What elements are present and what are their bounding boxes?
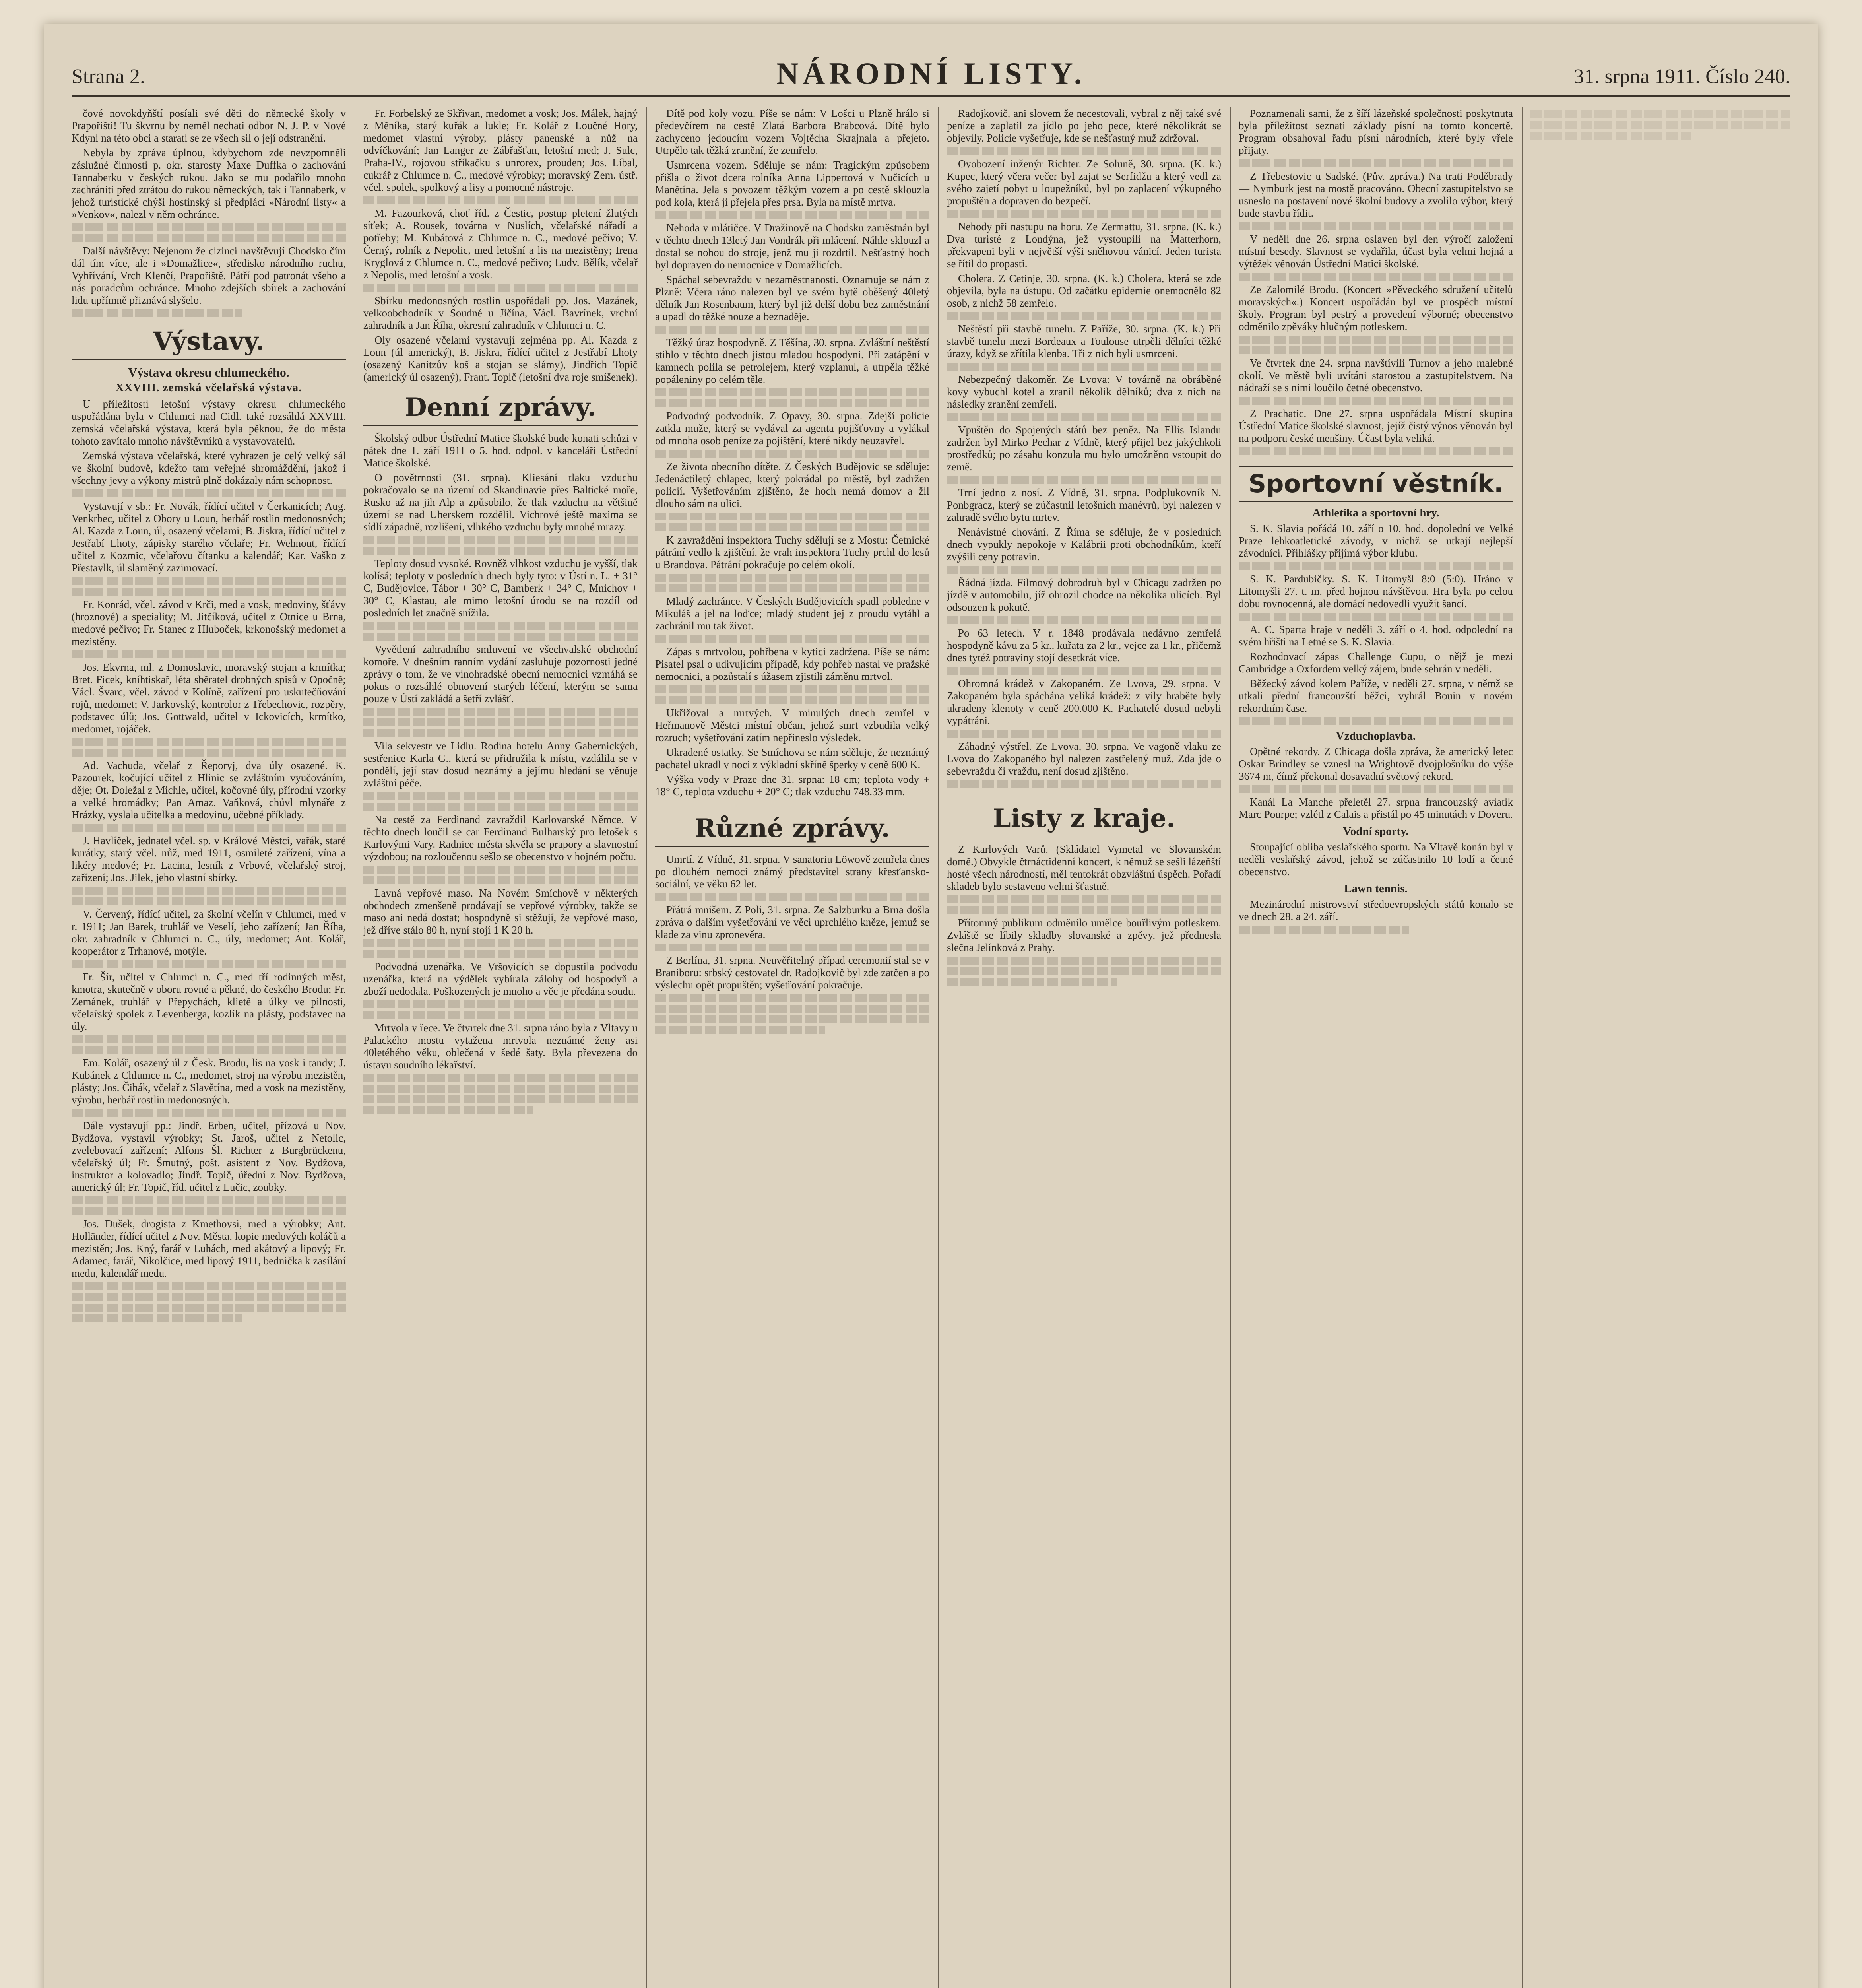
illegible-text [363,729,638,737]
illegible-text [655,635,929,643]
article-paragraph: Neštěstí při stavbě tunelu. Z Paříže, 30. srpna. (K. k.) Při stavbě tunelu mezi Bordeaux a Toulouse utrpěli dělníci těžké úrazy, když se zřítila klenba. Tři z nich byli usmrceni. [947,323,1221,359]
illegible-text [655,399,929,407]
article-paragraph: Ovobození inženýr Richter. Ze Soluně, 30. srpna. (K. k.) Kupec, který včera večer byl zajat se Serfidžu a který vedl za svého zajetí pobyt u loupežníků, byl po zaplacení výkupného propuštěn a dopraven do bezpečí. [947,158,1221,207]
column-2 [363,107,638,1988]
article-paragraph: Rozhodovací zápas Challenge Cupu, o nějž je mezi Cambridge a Oxfordem velký zájem, bude sehrán v neděli. [1239,650,1513,675]
illegible-text [1239,222,1513,230]
illegible-text [1239,273,1513,281]
article-paragraph: V neděli dne 26. srpna oslaven byl den výročí založení místní besedy. Slavnost se vydařila, účast byla velmi hojná a výtěžek věnován Ústřední Matici školské. [1239,233,1513,270]
illegible-text [363,803,638,811]
article-paragraph: Radojkovič, ani slovem že necestovali, vybral z něj také své peníze a zaplatil za jídlo po jeho pece, které několikrát se objevily. Policie vyšetřuje, kde se nešťastný muž zdržoval. [947,107,1221,144]
illegible-text [1239,717,1513,725]
illegible-text [363,633,638,641]
article-paragraph: Mladý zachránce. V Českých Budějovicích spadl pobledne v Mikuláš a jel na loďce; mladý student jej z proudu vytáhl a zachránil mu tak život. [655,595,929,632]
article-paragraph: S. K. Pardubičky. S. K. Litomyšl 8:0 (5:0). Hráno v Litomyšli 27. t. m. před hojnou návštěvou. Hra byla po celou dobu rovnocenná, ale domácí nedovedli využít šancí. [1239,573,1513,610]
article-paragraph: Ukradené ostatky. Se Smíchova se nám sděluje, že neznámý pachatel ukradl v noci z výkladní skříně šperky v ceně 600 K. [655,746,929,771]
section-title-listy-z-kraje: Listy z kraje. [947,805,1221,837]
illegible-text [655,450,929,458]
illegible-text [72,223,346,231]
illegible-text [655,574,929,582]
article-paragraph: Přátrá mnišem. Z Poli, 31. srpna. Ze Salzburku a Brna došla zpráva o dalším vyšetřování ve věci uprchlého kněze, jemuž se klade za vinu zpronevěra. [655,904,929,940]
illegible-text [947,616,1221,624]
article-paragraph: V. Červený, řídící učitel, za školní včelín v Chlumci, med v r. 1911; Jan Barek, truhlář ve Veselí, jeho zařízení; Jan Říha, okr. zahradník v Chlumci n. C., úly, medomet; Ant. Kolář, kooperátor z Trhanové, motýle. [72,908,346,957]
illegible-text [947,967,1221,975]
column-rule [1522,107,1523,1988]
illegible-text [363,792,638,800]
illegible-text [72,489,346,497]
illegible-text [363,547,638,555]
article-paragraph: Nenávistné chování. Z Říma se sděluje, že v posledních dnech vypukly nepokoje v Kalábrii proti obchodníkům, kteří zvýšili ceny potravin. [947,526,1221,563]
illegible-text [363,1106,533,1114]
issue-date: 31. srpna 1911. Číslo 240. [1573,65,1790,88]
section-title-vystavy: Výstavy. [72,328,346,360]
column-rule [938,107,939,1988]
illegible-text [363,284,638,292]
illegible-text [363,1000,638,1008]
illegible-text [72,960,346,968]
subsection-title: Vodní sporty. [1343,825,1409,838]
illegible-text [947,978,1117,986]
illegible-text [947,895,1221,903]
subsection-title: Athletika a sportovní hry. [1312,507,1439,519]
illegible-text [363,939,638,947]
illegible-text [655,584,929,592]
article-paragraph: A. C. Sparta hraje v neděli 3. září o 4. hod. odpolední na svém hřišti na Letné se S. K. Slavia. [1239,623,1513,648]
article-paragraph: Jos. Ekvrna, ml. z Domoslavic, moravský stojan a krmítka; Bret. Ficek, kníhtiskař, léta sběratel drobných spisů v Opočně; Václ. Švarc, včel. závod v Kolíně, zařízení pro uskutečňování rojů, medomet; V. Jarkovský, kontrolor z Třebechovic, rozpěry, podstavec úlů; Jos. Gottwald, učitel v Ickovicích, krmítko, medomet, rojáček. [72,661,346,735]
illegible-text [947,476,1221,484]
illegible-text [655,388,929,396]
article-title: Výstava okresu chlumeckého. [128,365,289,379]
article-paragraph: Em. Kolář, osazený úl z Česk. Brodu, lis na vosk i tandy; J. Kubánek z Chlumce n. C., medomet, stroj na výrobu mezistěn, plásty; Jos. Čihák, včelař z Slavětína, med a vosk na mezistěny, výrobu, herbář rostlin medonosných. [72,1057,346,1106]
illegible-text [655,1005,929,1013]
article-paragraph: Zápas s mrtvolou, pohřbena v kytici zadržena. Píše se nám: Pisatel psal o udivujícím případě, kdy pohřeb nastal ve pražské nemocnici, a pozůstalí s úžasem zjistili záměnu mrtvol. [655,646,929,682]
illegible-text [72,588,346,596]
illegible-text [947,413,1221,421]
illegible-text [1530,132,1691,140]
illegible-text [363,708,638,716]
column-rule [1230,107,1231,1988]
illegible-text [72,309,242,317]
article-paragraph: čové novokdyňští posíali své děti do německé školy v Prapořišti! Tu škvrnu by neměl nechati odbor N. J. P. v Nové Kdyni na této obci a starati se ze všech sil o její odstranění. [72,107,346,144]
illegible-text [363,950,638,958]
illegible-text [947,566,1221,574]
illegible-text [72,887,346,895]
article-paragraph: Teploty dosud vysoké. Rovněž vlhkost vzduchu je vyšší, tlak kolísá; teploty v posledních dnech byly tyto: v Ústí n. L. + 31° C, Budějovice, Tábor + 30° C, Bamberk + 34° C, Mnichov + 30° C, Klastau, ale mimo letošní úrodu se na rozdíl od posledních let značně snížila. [363,557,638,619]
article-paragraph: Z Prachatic. Dne 27. srpna uspořádala Místní skupina Ústřední Matice školské slavnost, jejíž čistý výnos věnován byl na podporu české menšiny. Účast byla veliká. [1239,408,1513,444]
illegible-text [1239,346,1513,354]
article-paragraph: Sbírku medonosných rostlin uspořádali pp. Jos. Mazánek, velkoobchodník v Soudné u Jičína, Václ. Bavrínek, vrchní zahradník a Jan Říha, okresní zahradník v Chlumci n. C. [363,295,638,331]
illegible-text [363,536,638,544]
article-paragraph: Dítě pod koly vozu. Píše se nám: V Lošci u Plzně hrálo si předevčírem na cestě Zlatá Barbora Brabcová. Dítě bylo zachyceno jedoucím vozem Vojtěcha Skrajnala a přejeto. Utrpělo tak těžká zranění, že zemřelo. [655,107,929,156]
illegible-text [947,363,1221,371]
illegible-text [655,994,929,1002]
column-rule [646,107,647,1988]
illegible-text [655,696,929,704]
illegible-text [1239,613,1513,621]
article-paragraph: Vyvětlení zahradního smluvení ve všechvalské obchodní komoře. V dnešním ranním vydání zasluhuje pozornosti jedné zprávy o tom, že ve vinohradské obecní nemocnici vzmáhá se pokus o rozsáhlé obnovení starých léčení, kterým se sama pouze v Ústí zakládá a šetří zvlášť. [363,643,638,705]
article-paragraph: J. Havlíček, jednatel včel. sp. v Králové Městci, vařák, staré kurátky, starý včel. nůž, med 1911, osmileté zařízení, vína a likéry medové; Fr. Lacina, lesník z Vrbové, včelařský stroj, zařízení; Jos. Jilek, jeho vlastní sbírky. [72,835,346,883]
illegible-text [72,1314,242,1322]
illegible-text [72,1046,346,1054]
article-paragraph: Podvodný podvodník. Z Opavy, 30. srpna. Zdejší policie zatkla muže, který se vydával za agenta pojišťovny a vylákal od mnoha osob peníze za pojištění, které nikdy neuzavřel. [655,410,929,447]
article-paragraph: Z Berlína, 31. srpna. Neuvěřitelný případ ceremonií stal se v Braniboru: srbský cestovatel dr. Radojkovič byl zde zatčen a po výslechu opět propuštěn; vyšetřování pokračuje. [655,954,929,991]
article-paragraph: Fr. Šír, učitel v Chlumci n. C., med tří rodinných měst, kmotra, skutečně v oboru rovné a pěkné, do českého Brodu; Fr. Zemánek, truhlář v Přepychách, klietě a úlky ve pilnosti, včelařský spolek z Levenberga, kozlík na plásty, podstavec na úly. [72,971,346,1032]
article-paragraph: Vpuštěn do Spojených států bez peněz. Na Ellis Islandu zadržen byl Mirko Pechar z Vídně, který přijel bez jakýchkoli prostředků; po zásahu konzula mu bylo umožněno vstoupit do země. [947,424,1221,473]
newspaper-title: NÁRODNÍ LISTY. [776,56,1086,91]
illegible-text [363,622,638,630]
illegible-text [363,876,638,884]
illegible-text [947,906,1221,914]
article-paragraph: Lavná vepřové maso. Na Novém Smíchově v některých obchodech zmenšeně prodávají se vepřové výrobky, takže se maso ani nedá dostat; hospodyně si stěžují, že vepřové maso, jež dříve stálo 80 h, nyní stojí 1 K 20 h. [363,887,638,936]
illegible-text [655,893,929,901]
subsection-title: Lawn tennis. [1344,882,1408,895]
illegible-text [655,211,929,219]
illegible-text [655,523,929,531]
illegible-text [363,1074,638,1082]
illegible-text [655,326,929,334]
illegible-text [72,1196,346,1204]
article-paragraph: Záhadný výstřel. Ze Lvova, 30. srpna. Ve vagoně vlaku ze Lvova do Zakopaného byl nalezen zastřelený muž. Zda jde o sebevraždu či vraždu, není dosud zjištěno. [947,740,1221,777]
article-paragraph: Ad. Vachuda, včelař z Řeporyj, dva úly osazené. K. Pazourek, kočující učitel z Hlinic se zvláštním vyučováním, děje; Ot. Doležal z Michle, učitel, kočovné úly, přírodní vzorky a velké hromádky; Pan Amaz. Vaňková, chůvl mlynáře z Hrázky, vyslala učitelka a medovinu, učebné příklady. [72,759,346,821]
article-paragraph: Na cestě za Ferdinand zavraždil Karlovarské Němce. V těchto dnech loučil se car Ferdinand Bulharský pro letošek s Karlovými Vary. Radnice města skvěla se prapory a slavnostní výzdobou; na rozloučenou sešlo se obecenstvo v hojném počtu. [363,813,638,862]
article-paragraph: Nebyla by zpráva úplnou, kdybychom zde nevzpomněli záslužné činnosti p. okr. starosty Maxe Duffka o zachování Tannaberku v českých rukou. Jako se mu podařilo mnoho zachrániti před ztrátou do rukou německých, tak i Tannaberk, v jehož turistické chýši hostinský si předplácí »Národní listy« a »Venkov«, nalezl v něm ochránce. [72,147,346,220]
illegible-text [1239,159,1513,167]
illegible-text [72,738,346,746]
illegible-text [655,1026,825,1034]
article-paragraph: Podvodná uzenářka. Ve Vršovicích se dopustila podvodu uzenářka, která na výdělek vybírala zálohy od hospodyň a zboží nedodala. Poškozených je mnoho a věc je předána soudu. [363,961,638,997]
article-paragraph: Stoupající obliba veslařského sportu. Na Vltavě konán byl v neděli veslařský závod, jehož se zúčastnilo 10 lodí a četné obecenstvo. [1239,841,1513,878]
article-paragraph: Školský odbor Ústřední Matice školské bude konati schůzi v pátek dne 1. září 1911 o 5. hod. odpol. v kanceláři Ústřední Matice školské. [363,432,638,469]
illegible-text [947,730,1221,738]
illegible-text [947,957,1221,965]
illegible-text [72,650,346,658]
article-paragraph: Vystavují v sb.: Fr. Novák, řídící učitel v Čerkanicích; Aug. Venkrbec, učitel z Obory u Loun, herbář rostlin medonosných; Al. Kazda z Loun, úl, osazený včelami; B. Jiskra, řídící učitel z Jestřabí Lhoty, zápisky starého včelaře; Fr. Wehnout, řídící učitel z Kozmic, včelařovu čítanku a kalendář; Kar. Vaško z Přestavlk, úl slaměný zazimovací. [72,500,346,574]
article-paragraph: Zemská výstava včelařská, které vyhrazen je celý velký sál ve školní budově, kdežto tam veřejné shromáždění, jakož i všechny jevy a výkony mistrů plně dokázaly nám schopnost. [72,450,346,486]
article-paragraph: Z Karlových Varů. (Skládatel Vymetal ve Slovanském domě.) Obvykle čtrnáctidenní koncert, k němuž se sešli lázeňští hosté všech národností, měl tentokrát obzvláštní úspěch. Pořadí skladeb bylo sestaveno velmi šťastně. [947,843,1221,892]
article-paragraph: Dále vystavují pp.: Jindř. Erben, učitel, přízová u Nov. Bydžova, vystavil výrobky; St. Jaroš, učitel z Netolic, zvelebovací zařízení; Alfons Šl. Richter z Burgbrückenu, včelařský úl; Fr. Šmutný, pošt. asistent z Nov. Bydžova, instruktor a kolovadlo; Jindř. Topič, úřední z Nov. Bydžova, americký úl; Fr. Topič, říd. učitel z Lučic, zoubky. [72,1120,346,1193]
article-paragraph: K zavraždění inspektora Tuchy sdělují se z Mostu: Četnické pátrání vedlo k zjištění, že vrah inspektora Tuchy prchl do lesů u Brandova. Pátrání pokračuje po celém okolí. [655,534,929,571]
illegible-text [655,1015,929,1023]
column-3 [655,107,929,1988]
illegible-text [1239,447,1513,455]
illegible-text [72,1207,346,1215]
article-paragraph: Trní jedno z nosí. Z Vídně, 31. srpna. Podplukovník N. Ponbgracz, který se zúčastnil letošních manévrů, byl nalezen v zahradě svého bytu mrtev. [947,487,1221,523]
section-title-sportovni-vestnik: Sportovní věstník. [1239,466,1513,502]
illegible-text [1530,121,1790,129]
illegible-text [363,718,638,726]
illegible-text [363,1011,638,1019]
article-paragraph: Po 63 letech. V r. 1848 prodávala nedávno zemřelá hospodyně kávu za 5 kr., kuřata za 2 kr., vejce za 1 kr., přičemž dnes tytéž potraviny stojí desetkrát více. [947,627,1221,664]
illegible-text [72,1304,346,1312]
article-paragraph: Těžký úraz hospodyně. Z Těšína, 30. srpna. Zvláštní neštěstí stihlo v těchto dnech jistou mladou hospodyni. Při zatápění v kamnech polila se petrolejem, který vzplanul, a utrpěla těžké popáleniny po celém těle. [655,336,929,385]
section-title-denni-zpravy: Denní zprávy. [363,394,638,426]
illegible-text [72,234,346,242]
column-1 [72,107,346,1988]
illegible-text [363,196,638,204]
masthead [72,52,1790,97]
illegible-text [72,1282,346,1290]
article-paragraph: Spáchal sebevraždu v nezaměstnanosti. Oznamuje se nám z Plzně: Včera ráno nalezen byl ve svém bytě oběšený 40letý dělník Jan Rosenbaum, který byl již delší dobu bez zaměstnání a upadl do těžké nouze a beznaděje. [655,274,929,322]
article-paragraph: Vila sekvestr ve Lidlu. Rodina hotelu Anny Gabernických, sestřenice Karla G., která se přidružila k místu, vzdálila se v pondělí, její stav dosud neznámý a jejímu hledání se věnuje zvláštní péče. [363,740,638,789]
article-paragraph: Opětné rekordy. Z Chicaga došla zpráva, že americký letec Oskar Brindley se vznesl na Wrightově dvojplošníku do výše 3674 m, čímž překonal dosavadní světový rekord. [1239,746,1513,782]
article-paragraph: Z Třebestovic u Sadské. (Pův. zpráva.) Na trati Poděbrady — Nymburk jest na mostě pracováno. Obecní zastupitelstvo se usneslo na postavení nové školní budovy a zvolilo výbor, který bude stavbu řídit. [1239,170,1513,219]
illegible-text [655,513,929,520]
article-paragraph: Ukřižoval a mrtvých. V minulých dnech zemřel v Heřmanově Městci místní občan, jehož smrt vzbudila velký rozruch; vyšetřování zatím nepřineslo výsledek. [655,707,929,744]
article-paragraph: Nehoda v mlátičce. V Dražinově na Chodsku zaměstnán byl v těchto dnech 13letý Jan Vondrák při mlácení. Náhle sklouzl a dostal se nohou do stroje, jenž mu ji rozdrtil. Nešťastný hoch byl dopraven do nemocnice v Domažlicích. [655,222,929,271]
illegible-text [1239,397,1513,405]
article-paragraph: Fr. Forbelský ze Skřivan, medomet a vosk; Jos. Málek, hajný z Měníka, starý kuřák a lukle; Fr. Kolář z Loučné Hory, medomet vlastní výroby, plásty panenské a nůž na odvíčkování; Jan Langer ze Zábřašťan, letošní med; J. Sulc, Praha-IV., rojovou stříkačku s unrorex, prouden; Jos. Líbal, cukrář z Chlumce n. C., medové výrobky; moravský Zem. ústř. včel. spolek, spolkový a lisy a pomocné nástroje. [363,107,638,193]
illegible-text [947,210,1221,218]
illegible-text [947,667,1221,675]
illegible-text [1530,110,1790,118]
illegible-text [72,1293,346,1301]
article-paragraph: M. Fazourková, choť říd. z Čestic, postup pletení žlutých síťek; A. Rousek, továrna v Nuslích, včelařské nářadí a potřeby; M. Kubátová z Chlumce n. C., medové pečivo; V. Černý, rolník z Nepolic, med letošní a lis na mezistěny; Irena Kryglová z Chlumce n. C., medové pečivo; Ludv. Bělík, včelař z Nepolis, med letošní a vosk. [363,207,638,281]
illegible-text [363,1095,638,1103]
illegible-text [1239,926,1409,934]
section-title-ruzne-zpravy: Různé zprávy. [655,815,929,847]
article-paragraph: Jos. Dušek, drogista z Kmethovsi, med a výrobky; Ant. Holländer, řídící učitel z Nov. Města, kopie medových koláčů a mezistěn; Jos. Kný, farář v Luhách, med akátový a lipový; Fr. Adamec, farář, Nikolčice, med lipový 1911, bednička k zasílání medu, kalendář medu. [72,1218,346,1279]
article-paragraph: Nehody při nastupu na horu. Ze Zermattu, 31. srpna. (K. k.) Dva turisté z Londýna, jež vystoupili na Matterhorn, překvapeni byli v největší výši sněhovou vánicí. Jeden turista se řítil do propasti. [947,221,1221,270]
article-paragraph: S. K. Slavia pořádá 10. září o 10. hod. dopolední ve Velké Praze lehkoatletické závody, v nichž se utkají nejlepší závodníci. Přihlášky přijímá výbor klubu. [1239,522,1513,559]
illegible-text [363,1085,638,1093]
illegible-text [1239,336,1513,344]
illegible-text [72,577,346,585]
article-paragraph: Umrtí. Z Vídně, 31. srpna. V sanatoriu Löwově zemřela dnes po dlouhém nemoci známý představitel strany křesťansko-sociální, ve věku 62 let. [655,853,929,890]
article-paragraph: Usmrcena vozem. Sděluje se nám: Tragickým způsobem přišla o život dcera rolníka Anna Lippertová v Nučicích u Manětína. Jela s povozem těžkým vozem a po cestě sklouzla pod kola, která ji přejela přes prsa. Byla na místě mrtva. [655,159,929,208]
article-paragraph: Další návštěvy: Nejenom že cizinci navštěvují Chodsko čím dál tím více, ale i »Domažlice«, středisko národního ruchu, Vyhřívání, Vrch Klenčí, Prapořiště. Pátří pod patronát všeho a nás poradcům ochránce. Mnoho zdejších sbírek a zachování lidu upřímně přiznává slyšelo. [72,245,346,306]
article-paragraph: Ze Zalomilé Brodu. (Koncert »Pěveckého sdružení učitelů moravských«.) Koncert uspořádán byl ve prospěch místní školy. Program byl pestrý a provedení výborné; obecenstvo odměnilo zpěváky hlučným potleskem. [1239,283,1513,332]
illegible-text [72,1035,346,1043]
illegible-text [72,749,346,757]
article-paragraph: Kanál La Manche přeletěl 27. srpna francouzský aviatik Marc Pourpe; vzlétl z Calais a přistál po 45 minutách v Doveru. [1239,796,1513,820]
subsection-title: Vzduchoplavba. [1336,730,1416,742]
article-paragraph: Fr. Konrád, včel. závod v Krči, med a vosk, medoviny, šťávy (hroznové) a speciality; M. Jitčíková, učitel z Otnice u Brna, medové pečivo; Fr. Stanec z Hluboček, krkonošský medomet a mezistěny. [72,598,346,647]
article-paragraph: Přítomný publikum odměnilo umělce bouřlivým potleskem. Zvláště se líbily skladby slovanské a zpěvy, jež přednesla slečna Jelínková z Prahy. [947,917,1221,953]
illegible-text [655,944,929,951]
illegible-text [1239,562,1513,570]
illegible-text [655,685,929,693]
column-4 [947,107,1221,1988]
illegible-text [363,866,638,874]
article-paragraph: Cholera. Z Cetinje, 30. srpna. (K. k.) Cholera, která se zde objevila, byla na ústupu. Od začátku epidemie onemocnělo 82 osob, z nichž 58 zemřelo. [947,272,1221,309]
illegible-text [947,780,1221,788]
illegible-text [72,824,346,832]
article-paragraph: Mezinárodní mistrovství středoevropských států konalo se ve dnech 28. a 24. září. [1239,898,1513,922]
article-subtitle: XXVIII. zemská včelařská výstava. [115,381,302,394]
article-paragraph: U příležitosti letošní výstavy okresu chlumeckého uspořádána byla v Chlumci nad Cidl. také rozsáhlá XXVIII. zemská včelařská výstava, která byla pěknou, že do města tohoto zavítalo mnoho návštěvníků a vystavovatelů. [72,398,346,447]
column-5 [1239,107,1513,1988]
article-paragraph: Mrtvola v řece. Ve čtvrtek dne 31. srpna ráno byla z Vltavy u Palackého mostu vytažena mrtvola neznámé ženy asi 40letéhého věku, oblečená v šedé šaty. Byla převezena do ústavu soudního lékařství. [363,1022,638,1071]
illegible-text [947,147,1221,155]
column-6-bleed [1530,107,1790,1988]
article-paragraph: Výška vody v Praze dne 31. srpna: 18 cm; teplota vody + 18° C, teplota vzduchu + 20° C; tlak vzduchu 748.33 mm. [655,773,929,798]
article-paragraph: Nebezpečný tlakoměr. Ze Lvova: V továrně na obráběné kovy vybuchl kotel a zranil několik dělníků; dva z nich na následky zranění zemřeli. [947,373,1221,410]
article-paragraph: Oly osazené včelami vystavují zejména pp. Al. Kazda z Loun (úl americký), B. Jiskra, řídící učitel z Jestřabí Lhoty (osazený Kanitzův koš a stojan se slámy), Jindřich Topič (americký úl osazený), Frant. Topič (letošní dva roje smíšenek). [363,334,638,383]
article-paragraph: O povětrnosti (31. srpna). Kliesání tlaku vzduchu pokračovalo se na území od Skandinavie přes Baltické moře, Rusko až na jih Alp a způsobilo, že tlak vzduchu na většině území se nad Uherskem rozdělil. Vichrové ještě maxima se sídlí západně, rozlišeni, vlhkého vzduchu byly mnohé mrazy. [363,472,638,533]
illegible-text [72,897,346,905]
article-paragraph: Ohromná krádež v Zakopaném. Ze Lvova, 29. srpna. V Zakopaném byla spáchána veliká krádež: z vily hraběte byly ukradeny klenoty v ceně 200.000 K. Pachatelé dosud nebyli vypátráni. [947,678,1221,726]
illegible-text [947,312,1221,320]
article-paragraph: Řádná jízda. Filmový dobrodruh byl v Chicagu zadržen po jízdě v automobilu, jíž ohrozil chodce na několika ulicích. Byl odsouzen k pokutě. [947,577,1221,613]
illegible-text [1239,785,1513,793]
illegible-text [72,1109,346,1117]
article-paragraph: Běžecký závod kolem Paříže, v neděli 27. srpna, v němž se utkali přední francouzští běžci, vyhrál Bouin v novém rekordním čase. [1239,678,1513,714]
article-paragraph: Ve čtvrtek dne 24. srpna navštívili Turnov a jeho malebné okolí. Ve městě byli uvítáni starostou a zastupitelstvem. Na nádraží se s nimi loučilo četné obecenstvo. [1239,357,1513,394]
page-label: Strana 2. [72,65,145,88]
article-paragraph: Ze života obecního dítěte. Z Českých Budějovic se sděluje: Jedenáctiletý chlapec, který pokrádal po městě, byl zadržen policií. Vyšetřováním zjištěno, že hoch nemá domov a žil dlouho sám na ulici. [655,460,929,509]
article-paragraph: Poznamenali sami, že z šíří lázeňské společnosti poskytnuta byla příležitost seznati základy písní na tomto koncertě. Program obsahoval řadu písní národních, které byly vřele přijaty. [1239,107,1513,156]
newspaper-page [44,24,1818,1988]
